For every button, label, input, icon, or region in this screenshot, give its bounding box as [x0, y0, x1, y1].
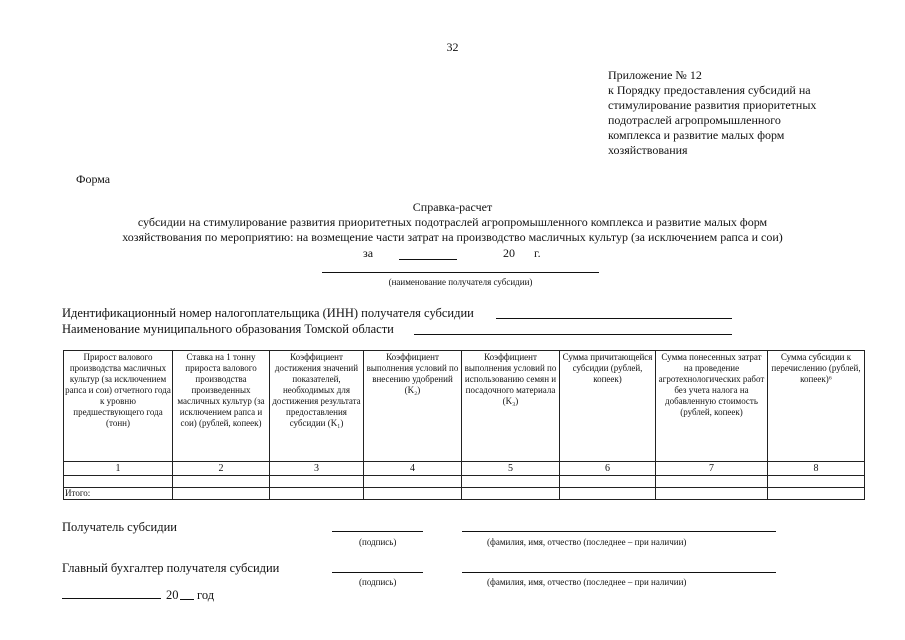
inn-field[interactable]	[496, 318, 732, 319]
table-cell[interactable]	[364, 476, 462, 488]
accountant-signature-field[interactable]	[332, 572, 423, 573]
municipality-label: Наименование муниципального образования Томской области	[62, 322, 394, 336]
column-header: Коэффициент достижения значений показателей, необходимых для достижения результата предоставления субсидии (K₁)	[270, 351, 364, 462]
calculation-table	[63, 350, 865, 500]
table-cell[interactable]	[270, 488, 364, 500]
accountant-name-caption: (фамилия, имя, отчество (последнее – при наличии)	[487, 577, 687, 587]
table-cell[interactable]	[173, 488, 270, 500]
date-year-prefix: 20	[166, 588, 179, 602]
column-number: 7	[656, 462, 768, 476]
accountant-signature-label: Главный бухгалтер получателя субсидии	[62, 561, 280, 575]
appendix-line: подотраслей агропромышленного	[608, 113, 781, 127]
table-cell[interactable]	[364, 488, 462, 500]
column-header: Коэффициент выполнения условий по внесению удобрений (K₂)	[364, 351, 462, 462]
column-header: Сумма понесенных затрат на проведение агротехнологических работ без учета налога на добавленную стоимость (рублей, копеек)	[656, 351, 768, 462]
table-cell[interactable]	[173, 476, 270, 488]
form-label: Форма	[76, 172, 111, 186]
table-cell[interactable]	[270, 476, 364, 488]
accountant-signature-caption: (подпись)	[359, 577, 397, 587]
recipient-name-caption: (фамилия, имя, отчество (последнее – при наличии)	[487, 537, 687, 547]
period-blank[interactable]	[399, 259, 457, 260]
total-row	[64, 488, 865, 500]
table-cell[interactable]	[462, 476, 560, 488]
column-number: 1	[64, 462, 173, 476]
appendix-line: комплекса и развитие малых форм	[608, 128, 785, 142]
recipient-caption: (наименование получателя субсидии)	[388, 277, 533, 287]
period-year-suffix: г.	[534, 246, 541, 260]
table-cell[interactable]	[560, 488, 656, 500]
column-number-row	[64, 462, 865, 476]
column-header: Коэффициент выполнения условий по использованию семян и посадочного материала (K₃)	[462, 351, 560, 462]
municipality-row	[62, 322, 394, 337]
column-number: 4	[364, 462, 462, 476]
table-row	[64, 476, 865, 488]
title-line-1: субсидии на стимулирование развития приоритетных подотраслей агропромышленного комплекса и развитие малых форм	[137, 215, 768, 229]
recipient-signature-caption: (подпись)	[359, 537, 397, 547]
appendix-line: Приложение № 12	[608, 68, 702, 82]
table-cell[interactable]	[768, 488, 865, 500]
appendix-note	[608, 68, 898, 158]
date-year-suffix: год	[197, 588, 215, 602]
municipality-field[interactable]	[414, 334, 732, 335]
table-header-row	[64, 351, 865, 462]
total-label: Итого:	[64, 488, 173, 500]
period-za: за	[363, 246, 374, 260]
appendix-line: стимулирование развития приоритетных	[608, 98, 817, 112]
table-cell[interactable]	[560, 476, 656, 488]
recipient-name-line[interactable]	[462, 531, 776, 532]
table-cell[interactable]	[768, 476, 865, 488]
column-number: 2	[173, 462, 270, 476]
column-number: 8	[768, 462, 865, 476]
recipient-signature-label: Получатель субсидии	[62, 520, 177, 534]
title-heading: Справка-расчет	[412, 200, 493, 214]
appendix-line: хозяйствования	[608, 143, 688, 157]
appendix-line: к Порядку предоставления субсидий на	[608, 83, 811, 97]
inn-label: Идентификационный номер налогоплательщика (ИНН) получателя субсидии	[62, 306, 474, 320]
column-header: Сумма причитающейся субсидии (рублей, копеек)	[560, 351, 656, 462]
table-cell[interactable]	[656, 488, 768, 500]
recipient-signature-field[interactable]	[332, 531, 423, 532]
column-number: 3	[270, 462, 364, 476]
document-title	[0, 200, 905, 245]
column-header: Прирост валового производства масличных культур (за исключением рапса и сои) отчетного года к уровню предшествующего года (тонн)	[64, 351, 173, 462]
column-number: 6	[560, 462, 656, 476]
column-header: Сумма субсидии к перечислению (рублей, копеек)⁶	[768, 351, 865, 462]
table-cell[interactable]	[656, 476, 768, 488]
date-blank-field[interactable]	[62, 598, 161, 599]
title-line-2: хозяйствования по мероприятию: на возмещение части затрат на производство масличных культур (за исключением рапса и сои)	[122, 230, 783, 244]
inn-row	[62, 306, 474, 321]
table-cell[interactable]	[64, 476, 173, 488]
column-number: 5	[462, 462, 560, 476]
page-number: 32	[446, 40, 459, 54]
date-year-field[interactable]	[180, 599, 194, 600]
table-cell[interactable]	[462, 488, 560, 500]
column-header: Ставка на 1 тонну прироста валового производства произведенных масличных культур (за исключением рапса и сои) (рублей, копеек)	[173, 351, 270, 462]
accountant-name-line[interactable]	[462, 572, 776, 573]
period-year-prefix: 20	[503, 246, 515, 260]
recipient-name-field[interactable]	[322, 272, 599, 273]
